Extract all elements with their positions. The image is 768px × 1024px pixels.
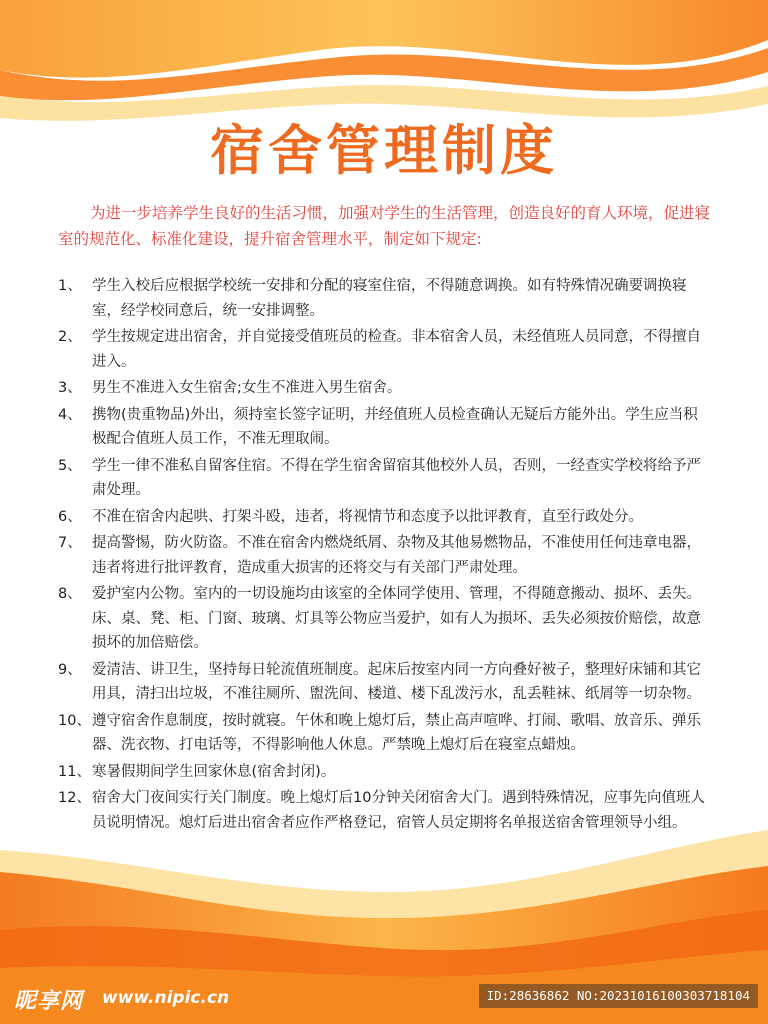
rule-text: 寒暑假期间学生回家休息(宿舍封闭)。 [92,763,336,780]
list-item [58,376,708,401]
rule-number: 1、 [58,278,82,294]
image-id-label: ID:28636862 NO:20231016100303718104 [479,984,758,1008]
rule-text: 提高警惕，防火防盗。不准在宿舍内燃烧纸屑、杂物及其他易燃物品，不准使用任何违章电器，违者将进行批评教育，造成重大损害的还将交与有关部门严肃处理。 [92,535,701,576]
rule-number: 9、 [58,661,82,678]
rule-text: 爱清洁、讲卫生，坚持每日轮流值班制度。起床后按室内同一方向叠好被子，整理好床铺和其它用具，清扫出垃圾，不准往厕所、盥洗间、楼道、楼下乱泼污水，乱丢鞋袜、纸屑等一切杂物。 [92,661,701,702]
list-item [58,531,708,580]
list-item [58,760,708,785]
list-item [58,325,708,374]
rule-text: 遵守宿舍作息制度，按时就寝。午休和晚上熄灯后，禁止高声喧哗、打闹、歌唱、放音乐、弹乐器、洗衣物、打电话等，不得影响他人休息。严禁晚上熄灯后在寝室点蜡烛。 [92,712,701,753]
rule-number: 3、 [58,380,82,396]
rule-text: 男生不准进入女生宿舍;女生不准进入男生宿舍。 [92,380,402,396]
rule-text: 不准在宿舍内起哄、打架斗殴，违者，将视情节和态度予以批评教育，直至行政处分。 [92,508,643,525]
watermark-logo: 昵享网 [14,989,84,1014]
list-item [58,709,708,758]
watermark-url: www.nipic.cn [102,988,230,1008]
rule-number: 10、 [58,712,91,729]
rule-number: 12、 [58,790,91,806]
rule-text: 学生按规定进出宿舍，并自觉接受值班员的检查。非本宿舍人员，未经值班人员同意，不得擅自进入。 [92,329,701,370]
rule-number: 7、 [58,535,82,551]
list-item [58,658,708,707]
list-item [58,403,708,452]
rule-number: 4、 [58,406,82,423]
list-item [58,274,708,323]
list-item [58,786,708,835]
rule-number: 2、 [58,329,82,345]
list-item [58,582,708,656]
rules-list [58,274,708,837]
intro-paragraph: 为进一步培养学生良好的生活习惯，加强对学生的生活管理，创造良好的育人环境，促进寝室的规范化、标准化建设，提升宿舍管理水平，制定如下规定: [58,204,711,248]
rule-text: 携物(贵重物品)外出，须持室长签字证明，并经值班人员检查确认无疑后方能外出。学生应当积极配合值班人员工作，不准无理取闹。 [92,406,698,447]
rule-text: 宿舍大门夜间实行关门制度。晚上熄灯后10分钟关闭宿舍大门。遇到特殊情况，应事先向值班人员说明情况。熄灯后进出宿舍者应作严格登记，宿管人员定期将名单报送宿舍管理领导小组。 [92,790,705,831]
rule-text: 爱护室内公物。室内的一切设施均由该室的全体同学使用、管理，不得随意搬动、损坏、丢失。床、桌、凳、柜、门窗、玻璃、灯具等公物应当爱护，如有人为损坏、丢失必须按价赔偿，故意损坏的加倍赔偿。 [92,586,701,651]
page-title: 宿舍管理制度 [210,119,558,182]
rule-text: 学生一律不准私自留客住宿。不得在学生宿舍留宿其他校外人员，否则，一经查实学校将给予严肃处理。 [92,457,701,498]
rule-number: 5、 [58,457,82,474]
rule-text: 学生入校后应根据学校统一安排和分配的寝室住宿，不得随意调换。如有特殊情况确要调换寝室，经学校同意后，统一安排调整。 [92,278,687,319]
rule-number: 6、 [58,508,82,525]
rule-number: 8、 [58,586,82,602]
list-item [58,505,708,530]
rule-number: 11、 [58,763,91,780]
list-item [58,454,708,503]
